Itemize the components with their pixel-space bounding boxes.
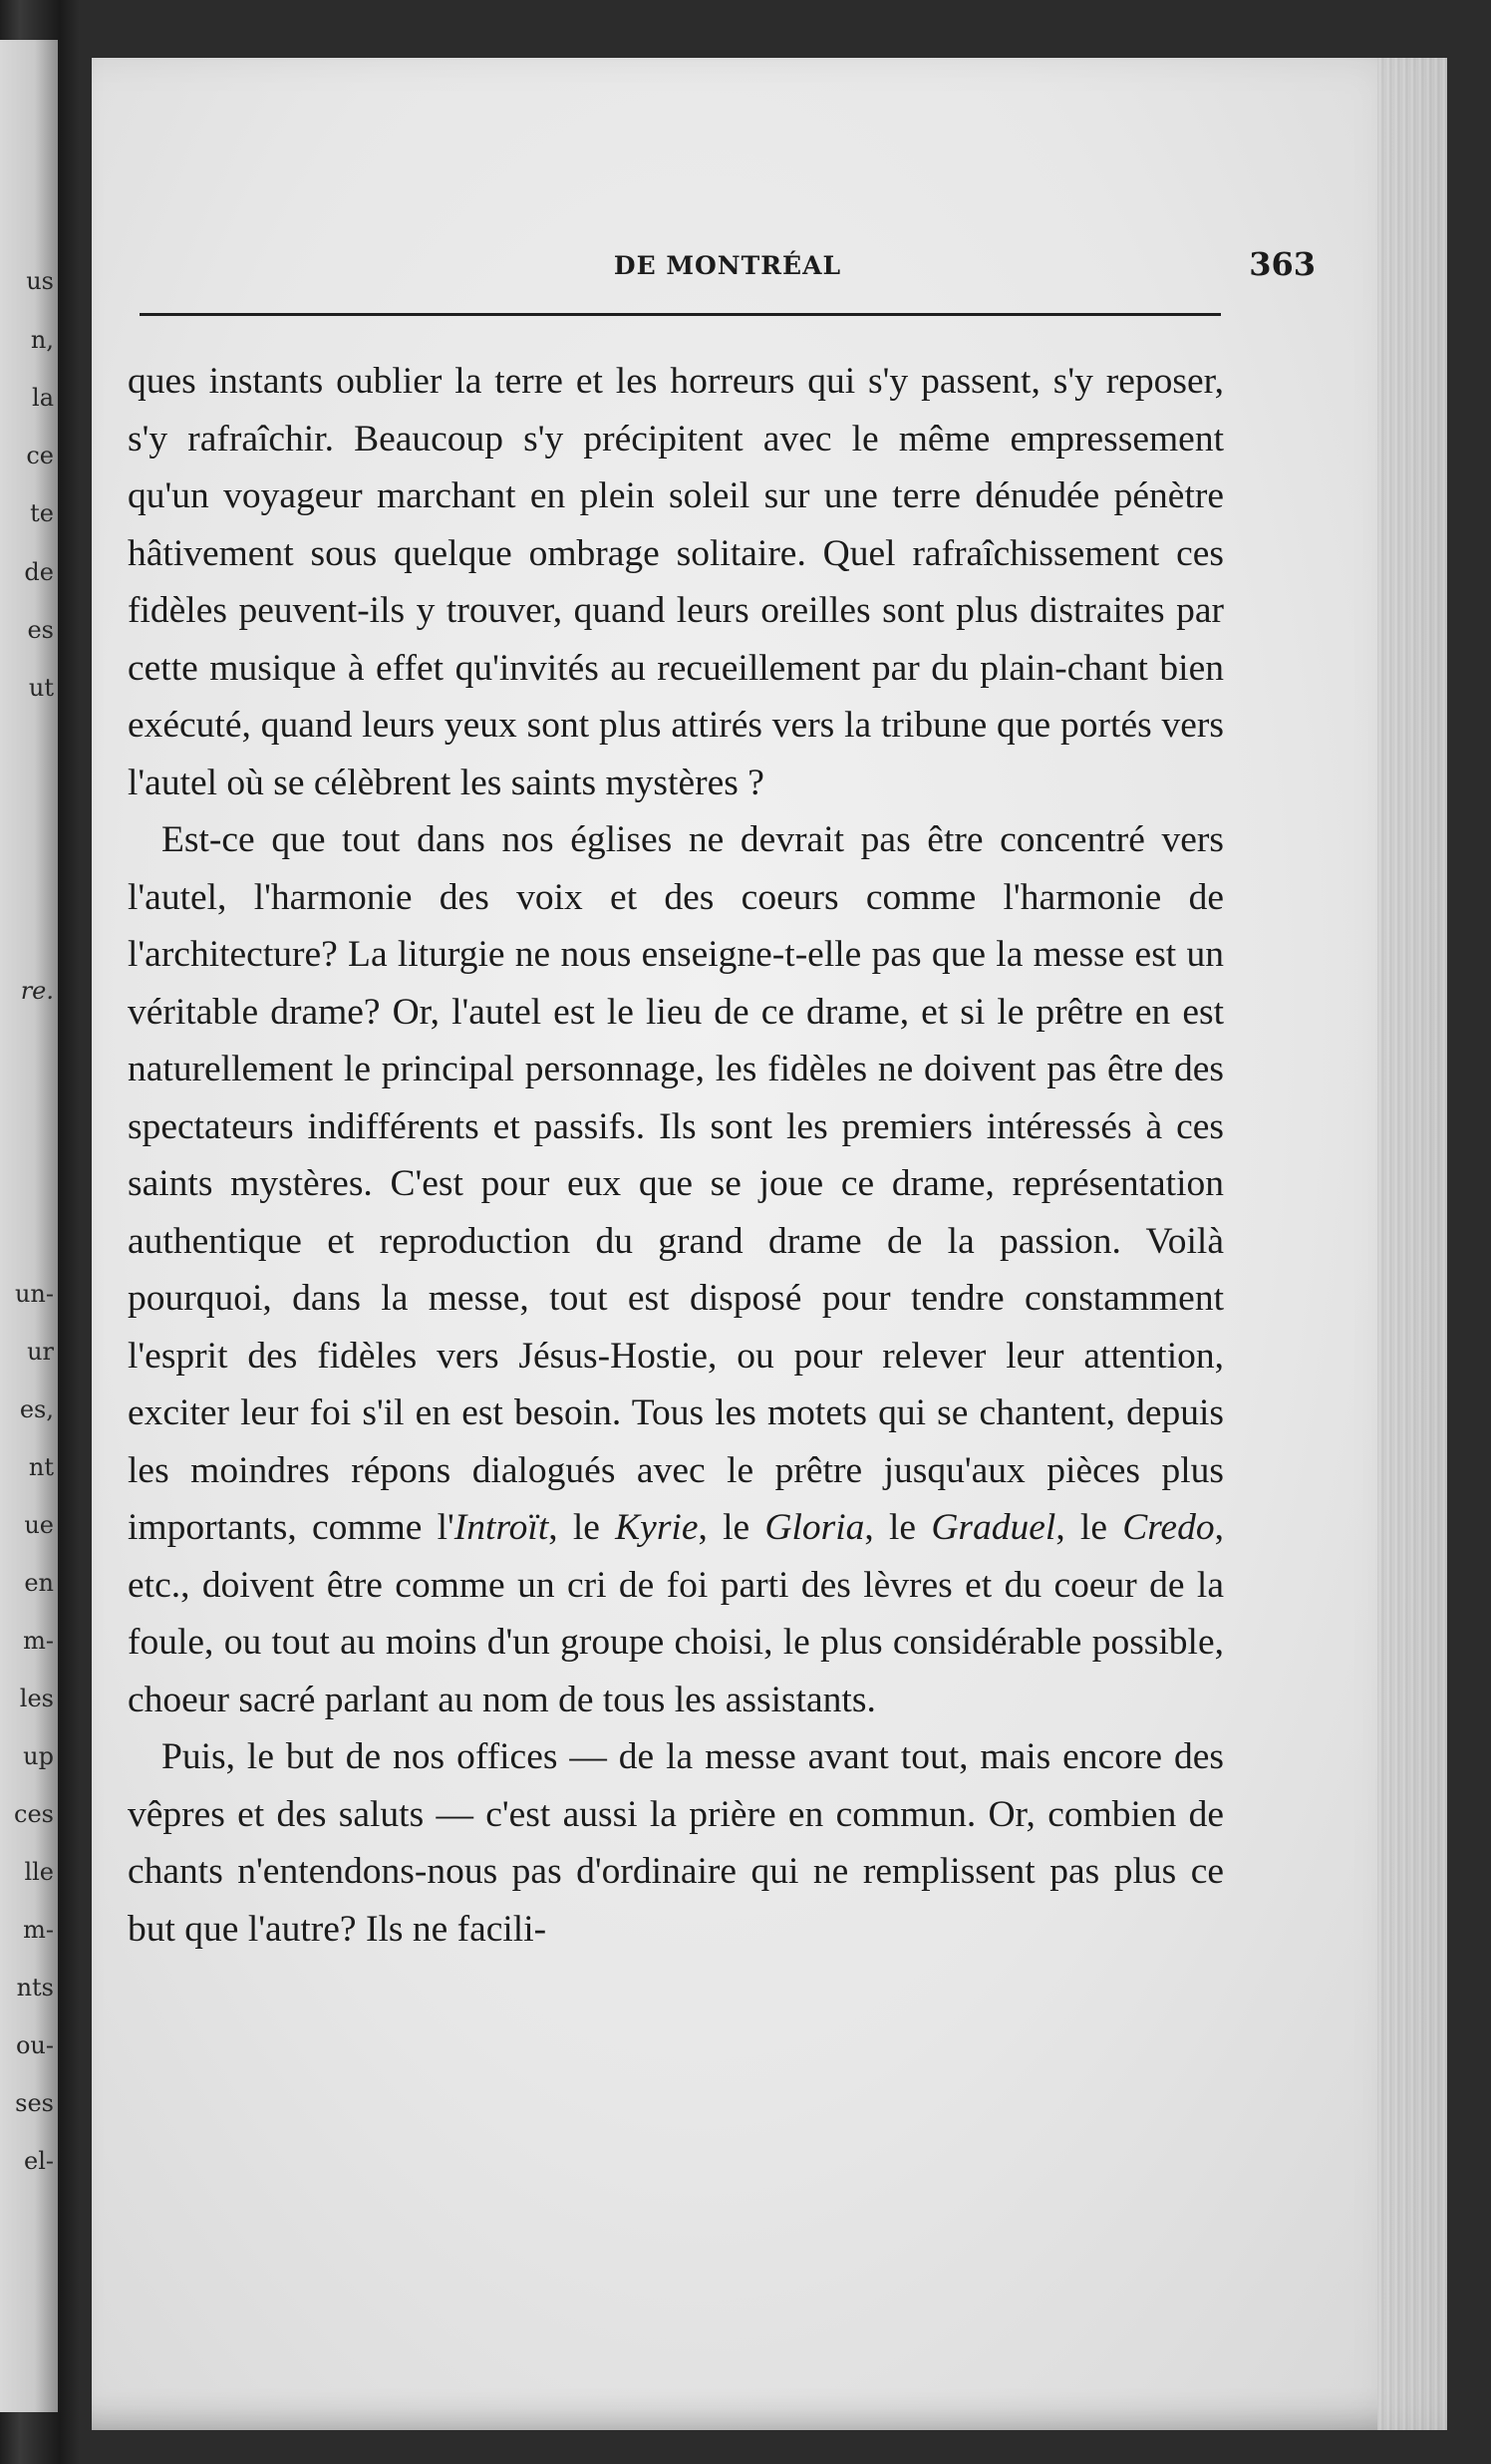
left-page-fragment: de	[24, 558, 54, 586]
body-text	[128, 353, 1224, 1958]
left-page-fragment: ces	[14, 1800, 54, 1828]
paragraph	[128, 811, 1224, 1728]
text-run: , etc., doivent être comme un cri de foi parti des lèvres et du coeur de la foule, ou tout au moins d'un groupe choisi, le plus considérable possible, choeur sacré parlant au nom de tous les assistants.	[128, 1507, 1224, 1720]
left-page-edge	[0, 40, 58, 2412]
text-run: , le	[1055, 1507, 1123, 1548]
left-page-fragment: en	[24, 1569, 54, 1597]
left-page-fragment: ce	[26, 442, 54, 469]
italic-term: Credo	[1122, 1507, 1215, 1548]
text-run: Puis, le but de nos offices — de la messe avant tout, mais encore des vêpres et des saluts — c'est aussi la prière en commun. Or, combien de chants n'entendons-nous pas d'ordinaire qui ne remplissent pas plus ce but que l'autre? Ils ne facili-	[128, 1736, 1224, 1950]
left-page-fragment: us	[26, 267, 54, 295]
left-page-fragment: ut	[28, 674, 54, 702]
left-page-fragment: re.	[20, 977, 54, 1005]
italic-term: Graduel	[931, 1507, 1056, 1548]
left-page-fragment: nts	[16, 1974, 54, 2002]
book-page	[92, 58, 1447, 2430]
left-page-fragment: ur	[27, 1338, 54, 1366]
left-page-fragment: te	[30, 499, 54, 527]
left-page-fragment: lle	[24, 1858, 54, 1886]
paragraph	[128, 1728, 1224, 1958]
left-page-fragment: la	[32, 384, 54, 412]
paragraph	[128, 353, 1224, 811]
left-page-fragment: les	[19, 1685, 54, 1712]
italic-term: Introït	[453, 1507, 549, 1548]
left-page-fragment: up	[23, 1742, 54, 1770]
left-page-fragment: n,	[30, 326, 54, 354]
left-page-fragment: un-	[14, 1280, 54, 1308]
left-page-fragment: m-	[23, 1916, 54, 1944]
page-number: 363	[1249, 245, 1316, 283]
italic-term: Gloria	[764, 1507, 865, 1548]
left-page-fragment: es,	[19, 1395, 54, 1423]
text-run: , le	[548, 1507, 616, 1548]
running-head	[140, 205, 1316, 283]
text-run: , le	[864, 1507, 932, 1548]
left-page-fragment: ses	[15, 2089, 54, 2117]
left-page-fragment: el-	[24, 2147, 54, 2175]
header-rule	[140, 313, 1221, 316]
left-page-fragment: ue	[24, 1511, 54, 1539]
page-edge-shading	[1377, 58, 1447, 2430]
left-page-fragment: nt	[28, 1453, 54, 1481]
text-run: Est-ce que tout dans nos églises ne devrait pas être concentré vers l'autel, l'harmonie des voix et des coeurs comme l'harmonie de l'architecture? La liturgie ne nous enseigne-t-elle pas que la messe est un véritable drame? Or, l'autel est le lieu de ce drame, et si le prêtre en est naturellement le principal personnage, les fidèles ne doivent pas être des spectateurs indifférents et passifs. Ils sont les premiers intéressés à ces saints mystères. C'est pour eux que se joue ce drame, représentation authentique et reproduction du grand drame de la passion. Voilà pourquoi, dans la messe, tout est disposé pour tendre constamment l'esprit des fidèles vers Jésus-Hostie, ou pour relever leur attention, exciter leur foi s'il en est besoin. Tous les motets qui se chantent, depuis les moindres répons dialogués avec le prêtre jusqu'aux pièces plus importants, comme l'	[128, 819, 1224, 1548]
running-title: DE MONTRÉAL	[613, 251, 842, 280]
left-page-fragment: m-	[23, 1627, 54, 1655]
text-run: , le	[698, 1507, 765, 1548]
left-page-fragment: ou-	[15, 2031, 54, 2059]
text-run: ques instants oublier la terre et les horreurs qui s'y passent, s'y reposer, s'y rafraîchir. Beaucoup s'y précipitent avec le même empressement qu'un voyageur marchant en plein soleil sur une terre dénudée pénètre hâtivement sous quelque ombrage solitaire. Quel rafraîchissement ces fidèles peuvent-ils y trouver, quand leurs oreilles sont plus distraites par cette musique à effet qu'invités au recueillement par du plain-chant bien exécuté, quand leurs yeux sont plus attirés vers la tribune que portés vers l'autel où se célèbrent les saints mystères ?	[128, 361, 1224, 803]
italic-term: Kyrie	[615, 1507, 699, 1548]
left-page-fragment: es	[27, 616, 54, 644]
